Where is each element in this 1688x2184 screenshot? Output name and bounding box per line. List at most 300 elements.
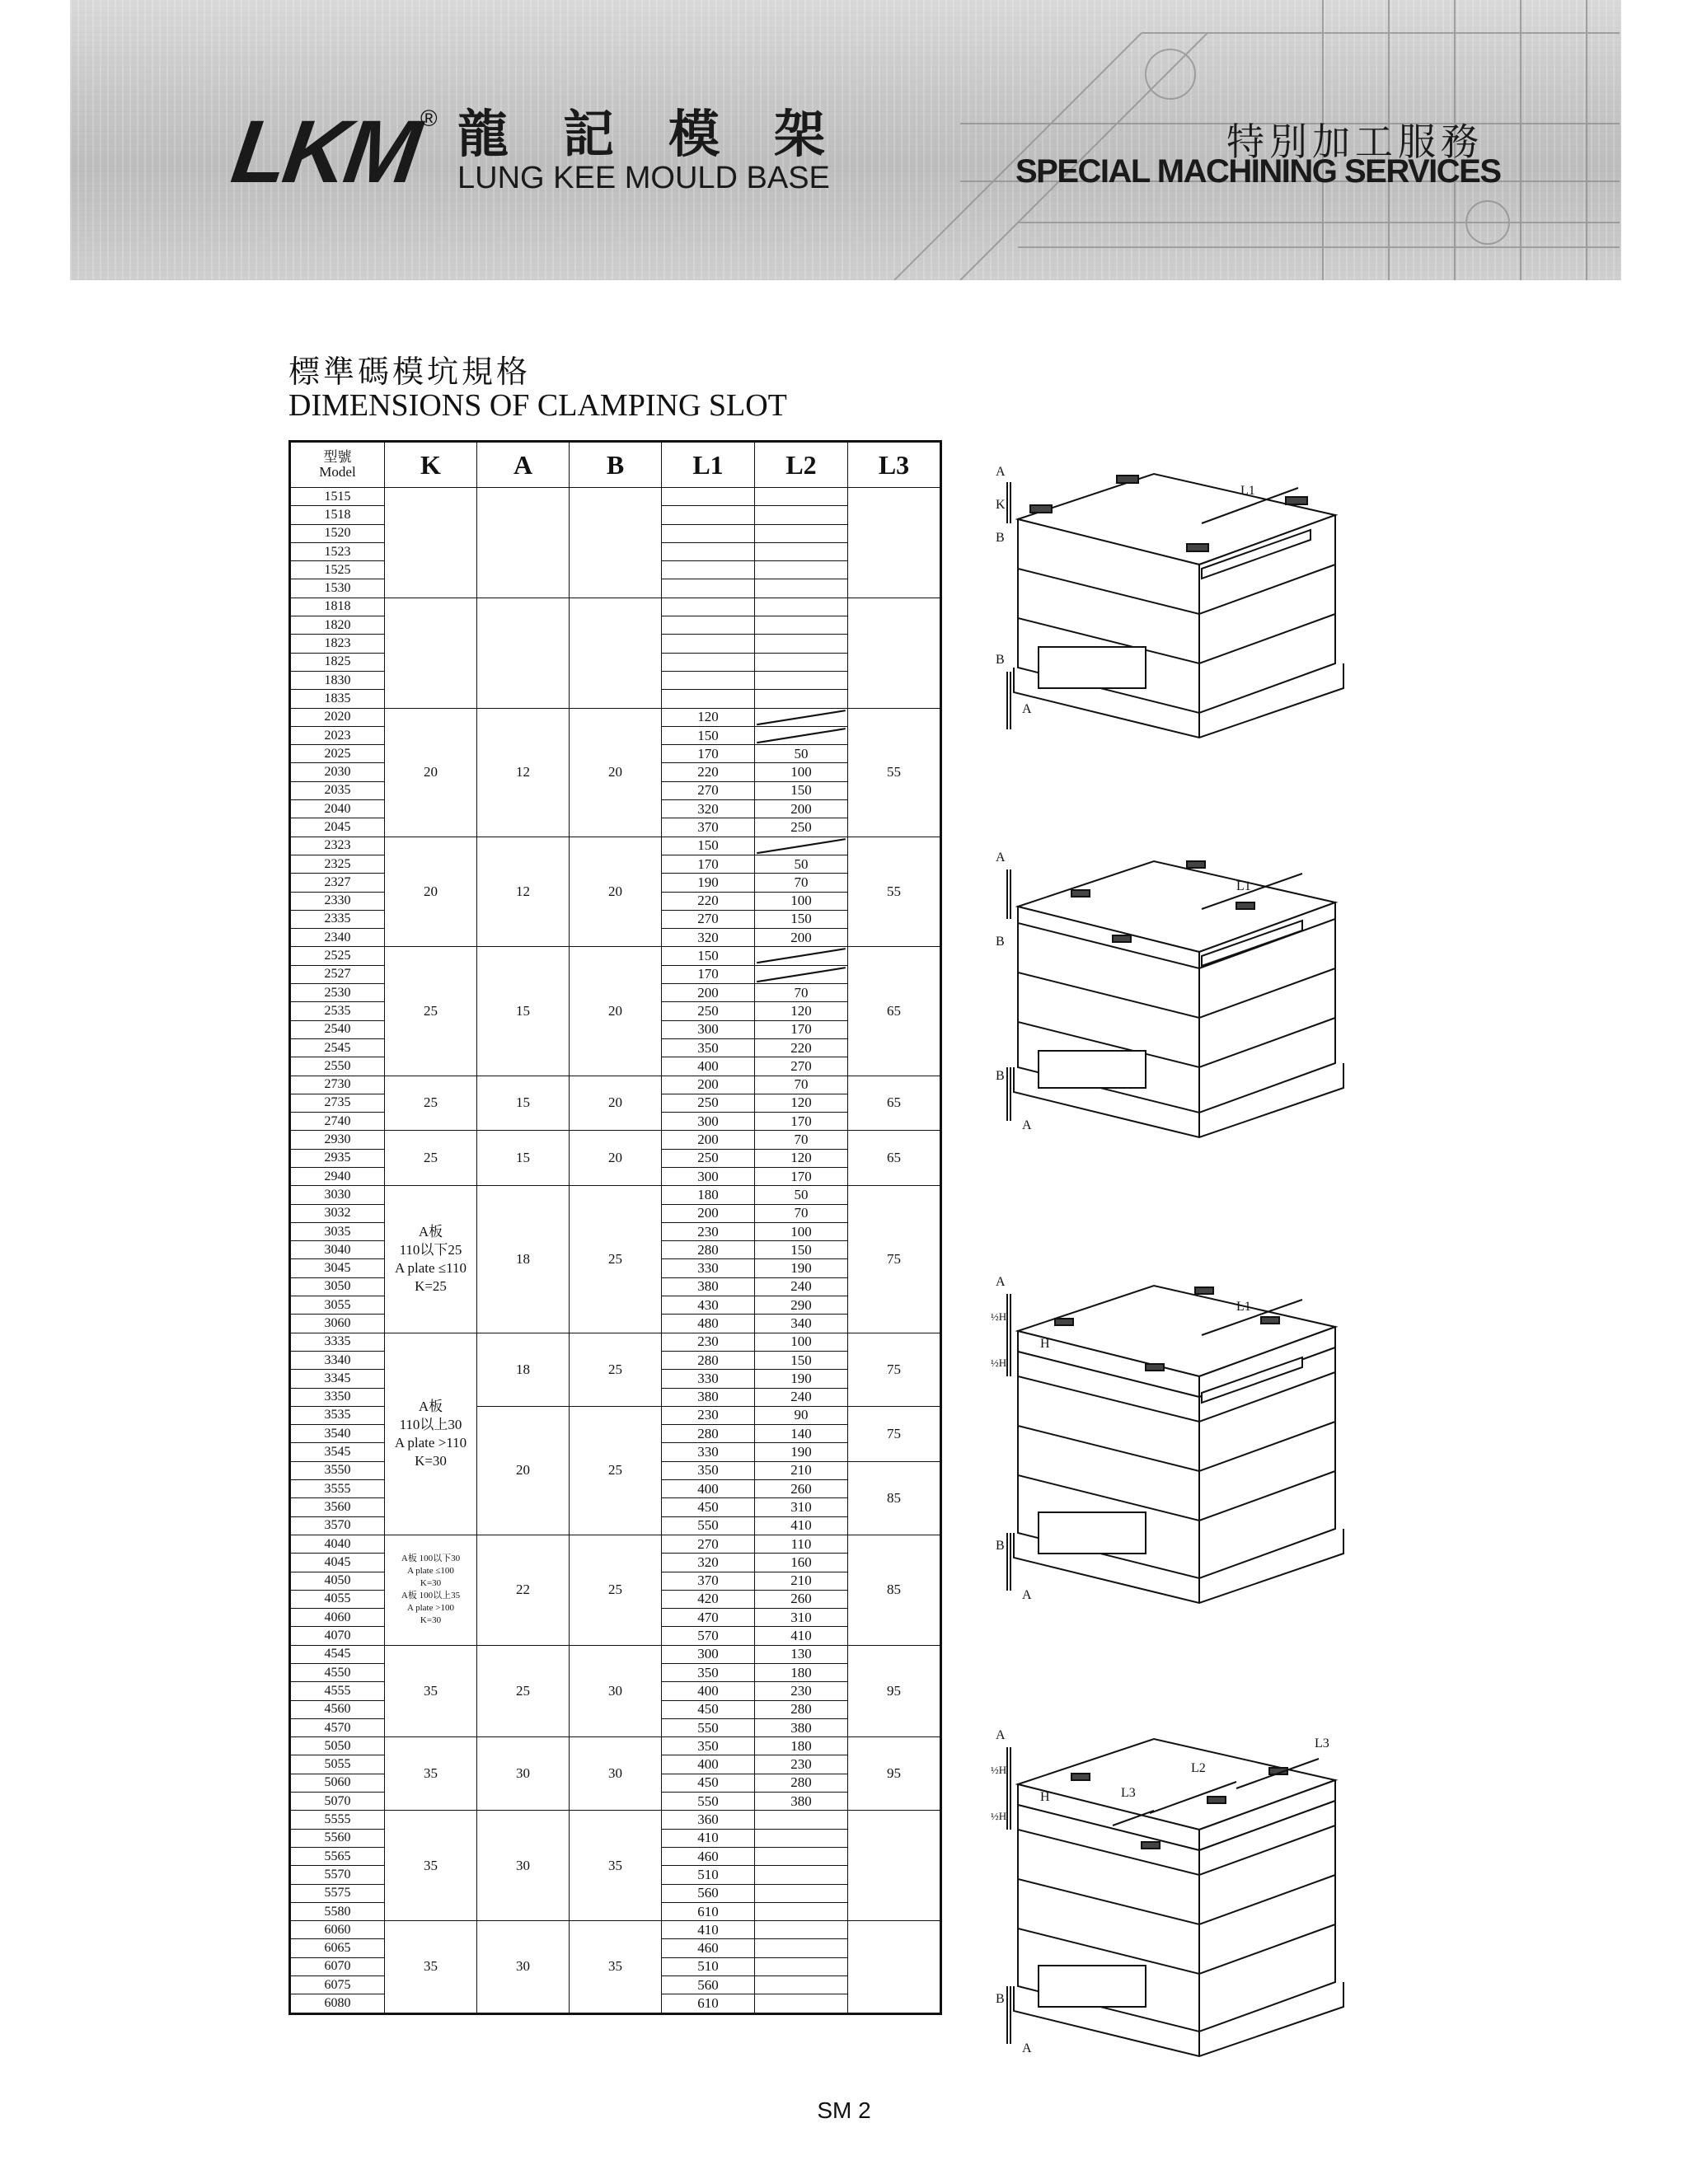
l2-cell: 170 bbox=[755, 1020, 848, 1038]
l2-cell: 310 bbox=[755, 1498, 848, 1516]
k-cell-line: A plate ≤100 bbox=[407, 1566, 454, 1577]
not-applicable-mark bbox=[755, 837, 847, 855]
model-cell: 2735 bbox=[290, 1094, 385, 1112]
l2-cell: 220 bbox=[755, 1038, 848, 1057]
l2-cell bbox=[755, 708, 848, 726]
l1-cell: 180 bbox=[662, 1186, 755, 1204]
l1-cell: 450 bbox=[662, 1774, 755, 1792]
l1-cell bbox=[662, 635, 755, 653]
model-cell: 1825 bbox=[290, 653, 385, 671]
model-cell: 5050 bbox=[290, 1737, 385, 1755]
l1-cell bbox=[662, 671, 755, 689]
model-cell: 2535 bbox=[290, 1002, 385, 1020]
model-cell: 1530 bbox=[290, 579, 385, 598]
l1-cell: 170 bbox=[662, 745, 755, 763]
k-cell: 25 bbox=[385, 1131, 477, 1186]
l2-cell: 240 bbox=[755, 1277, 848, 1296]
model-cell: 2020 bbox=[290, 708, 385, 726]
model-cell: 1515 bbox=[290, 488, 385, 506]
l2-cell: 230 bbox=[755, 1682, 848, 1700]
lkm-logo: LKM bbox=[226, 101, 424, 201]
diagram-1-label-a: A bbox=[996, 465, 1006, 479]
l1-cell: 150 bbox=[662, 837, 755, 855]
model-cell: 6065 bbox=[290, 1939, 385, 1957]
l2-cell: 100 bbox=[755, 763, 848, 781]
table-row bbox=[290, 837, 941, 855]
table-body bbox=[290, 488, 941, 2014]
header-model bbox=[290, 442, 385, 488]
k-cell: 20 bbox=[385, 708, 477, 837]
l2-cell: 70 bbox=[755, 1204, 848, 1222]
not-applicable-mark bbox=[755, 727, 847, 744]
k-cell-line: 110以下25 bbox=[399, 1241, 462, 1258]
l1-cell: 220 bbox=[662, 892, 755, 910]
table-row bbox=[290, 1645, 941, 1663]
model-cell: 3570 bbox=[290, 1516, 385, 1535]
k-cell bbox=[385, 598, 477, 708]
model-cell: 2030 bbox=[290, 763, 385, 781]
l2-cell: 50 bbox=[755, 1186, 848, 1204]
l1-cell: 280 bbox=[662, 1351, 755, 1369]
l2-cell: 70 bbox=[755, 984, 848, 1002]
l2-cell: 180 bbox=[755, 1737, 848, 1755]
l2-cell: 290 bbox=[755, 1296, 848, 1315]
l1-cell: 200 bbox=[662, 1131, 755, 1149]
not-applicable-mark bbox=[755, 966, 847, 983]
l2-cell bbox=[755, 524, 848, 542]
diagram-2-label-l1: L1 bbox=[1236, 879, 1251, 893]
l2-cell bbox=[755, 1811, 848, 1829]
model-cell: 5575 bbox=[290, 1884, 385, 1902]
table-row bbox=[290, 1131, 941, 1149]
l2-cell: 100 bbox=[755, 1222, 848, 1240]
l1-cell: 370 bbox=[662, 1572, 755, 1590]
l1-cell: 360 bbox=[662, 1811, 755, 1829]
l2-cell: 310 bbox=[755, 1609, 848, 1627]
diagram-1-label-k: K bbox=[996, 498, 1006, 512]
l2-cell: 50 bbox=[755, 855, 848, 873]
l1-cell: 450 bbox=[662, 1498, 755, 1516]
l1-cell: 550 bbox=[662, 1793, 755, 1811]
l2-cell: 170 bbox=[755, 1167, 848, 1185]
diagram-1-label-b2: B bbox=[996, 653, 1005, 667]
header-model-en: Model bbox=[319, 464, 356, 480]
model-cell: 2023 bbox=[290, 726, 385, 744]
model-cell: 2525 bbox=[290, 947, 385, 965]
diagram-4-label-l3: L3 bbox=[1121, 1786, 1136, 1800]
model-cell: 3545 bbox=[290, 1443, 385, 1461]
k-cell: 25 bbox=[385, 947, 477, 1076]
model-cell: 3040 bbox=[290, 1241, 385, 1259]
l1-cell: 250 bbox=[662, 1002, 755, 1020]
l3-cell: 55 bbox=[848, 837, 941, 947]
l2-cell bbox=[755, 579, 848, 598]
not-applicable-mark bbox=[755, 709, 847, 726]
l1-cell: 550 bbox=[662, 1516, 755, 1535]
model-cell: 4560 bbox=[290, 1700, 385, 1718]
registered-mark: ® bbox=[420, 105, 438, 131]
k-cell-line: A板 100以下30 bbox=[401, 1554, 461, 1564]
l1-cell: 430 bbox=[662, 1296, 755, 1315]
model-cell: 3045 bbox=[290, 1259, 385, 1277]
k-cell bbox=[385, 1333, 477, 1535]
l1-cell: 270 bbox=[662, 1535, 755, 1553]
a-cell: 15 bbox=[477, 1076, 570, 1131]
model-cell: 5070 bbox=[290, 1793, 385, 1811]
mould-diagram-3 bbox=[989, 1269, 1368, 1615]
l2-cell: 100 bbox=[755, 892, 848, 910]
table-row bbox=[290, 1186, 941, 1204]
company-name-chinese: 龍記模架 bbox=[457, 104, 880, 164]
l1-cell: 270 bbox=[662, 781, 755, 799]
l1-cell: 350 bbox=[662, 1038, 755, 1057]
model-cell: 1830 bbox=[290, 671, 385, 689]
model-cell: 3340 bbox=[290, 1351, 385, 1369]
l1-cell: 570 bbox=[662, 1627, 755, 1645]
l2-cell: 70 bbox=[755, 874, 848, 892]
model-cell: 3032 bbox=[290, 1204, 385, 1222]
l1-cell: 350 bbox=[662, 1461, 755, 1479]
model-cell: 4555 bbox=[290, 1682, 385, 1700]
diagram-4-label-a2: A bbox=[1022, 2041, 1032, 2055]
a-cell: 12 bbox=[477, 837, 570, 947]
a-cell: 30 bbox=[477, 1921, 570, 2013]
l1-cell bbox=[662, 616, 755, 635]
l2-cell: 120 bbox=[755, 1002, 848, 1020]
table-row bbox=[290, 1076, 941, 1094]
b-cell bbox=[570, 598, 662, 708]
l2-cell bbox=[755, 561, 848, 579]
diagram-4-label-half-h: ½H bbox=[991, 1764, 1007, 1776]
l1-cell bbox=[662, 690, 755, 708]
model-cell: 5570 bbox=[290, 1866, 385, 1884]
l1-cell: 330 bbox=[662, 1443, 755, 1461]
b-cell: 20 bbox=[570, 708, 662, 837]
l1-cell bbox=[662, 579, 755, 598]
l3-cell bbox=[848, 1921, 941, 2013]
k-cell: 20 bbox=[385, 837, 477, 947]
model-cell: 2330 bbox=[290, 892, 385, 910]
l1-cell: 550 bbox=[662, 1718, 755, 1736]
company-name-english: LUNG KEE MOULD BASE bbox=[457, 161, 830, 195]
model-cell: 3540 bbox=[290, 1425, 385, 1443]
l2-cell bbox=[755, 1921, 848, 1939]
l2-cell: 150 bbox=[755, 781, 848, 799]
b-cell: 35 bbox=[570, 1811, 662, 1921]
model-cell: 2327 bbox=[290, 874, 385, 892]
a-cell: 30 bbox=[477, 1737, 570, 1811]
l1-cell: 460 bbox=[662, 1939, 755, 1957]
l1-cell: 350 bbox=[662, 1664, 755, 1682]
model-cell: 2325 bbox=[290, 855, 385, 873]
model-cell: 1520 bbox=[290, 524, 385, 542]
l1-cell: 270 bbox=[662, 910, 755, 928]
header-k: K bbox=[385, 442, 477, 488]
header-a: A bbox=[477, 442, 570, 488]
diagram-1-label-a2: A bbox=[1022, 702, 1032, 716]
model-cell: 3550 bbox=[290, 1461, 385, 1479]
l2-cell: 150 bbox=[755, 910, 848, 928]
l3-cell: 65 bbox=[848, 947, 941, 1076]
table-header-row bbox=[290, 442, 941, 488]
l3-cell: 95 bbox=[848, 1737, 941, 1811]
l1-cell: 200 bbox=[662, 1204, 755, 1222]
l1-cell bbox=[662, 561, 755, 579]
table-row bbox=[290, 708, 941, 726]
header-l2: L2 bbox=[755, 442, 848, 488]
l1-cell: 230 bbox=[662, 1333, 755, 1351]
l1-cell: 150 bbox=[662, 726, 755, 744]
b-cell: 25 bbox=[570, 1406, 662, 1535]
b-cell: 20 bbox=[570, 1076, 662, 1131]
k-cell-line: A plate ≤110 bbox=[394, 1259, 467, 1276]
model-cell: 2527 bbox=[290, 965, 385, 983]
model-cell: 5060 bbox=[290, 1774, 385, 1792]
model-cell: 2530 bbox=[290, 984, 385, 1002]
l2-cell bbox=[755, 488, 848, 506]
model-cell: 1523 bbox=[290, 542, 385, 560]
l1-cell: 150 bbox=[662, 947, 755, 965]
model-cell: 3560 bbox=[290, 1498, 385, 1516]
l2-cell: 50 bbox=[755, 745, 848, 763]
l1-cell: 370 bbox=[662, 818, 755, 837]
l1-cell: 250 bbox=[662, 1149, 755, 1167]
l2-cell bbox=[755, 947, 848, 965]
l2-cell bbox=[755, 635, 848, 653]
diagram-4-label-l3b: L3 bbox=[1315, 1736, 1329, 1750]
l1-cell: 510 bbox=[662, 1957, 755, 1975]
header-l3: L3 bbox=[848, 442, 941, 488]
l1-cell: 470 bbox=[662, 1609, 755, 1627]
b-cell: 25 bbox=[570, 1333, 662, 1406]
l1-cell: 380 bbox=[662, 1277, 755, 1296]
l2-cell: 230 bbox=[755, 1755, 848, 1774]
model-cell: 2930 bbox=[290, 1131, 385, 1149]
l2-cell: 130 bbox=[755, 1645, 848, 1663]
l2-cell bbox=[755, 506, 848, 524]
mould-diagram-4 bbox=[989, 1722, 1368, 2069]
table-row bbox=[290, 947, 941, 965]
l2-cell: 380 bbox=[755, 1793, 848, 1811]
l2-cell bbox=[755, 1866, 848, 1884]
a-cell bbox=[477, 598, 570, 708]
model-cell: 2040 bbox=[290, 800, 385, 818]
model-cell: 4550 bbox=[290, 1664, 385, 1682]
l1-cell: 320 bbox=[662, 1554, 755, 1572]
l1-cell: 610 bbox=[662, 1994, 755, 2013]
l1-cell: 300 bbox=[662, 1020, 755, 1038]
diagram-4-label-half-h2: ½H bbox=[991, 1810, 1007, 1822]
l3-cell: 85 bbox=[848, 1461, 941, 1535]
l2-cell: 150 bbox=[755, 1351, 848, 1369]
model-cell: 6060 bbox=[290, 1921, 385, 1939]
l1-cell: 170 bbox=[662, 965, 755, 983]
a-cell: 18 bbox=[477, 1333, 570, 1406]
mould-diagram-1 bbox=[989, 457, 1368, 746]
a-cell: 12 bbox=[477, 708, 570, 837]
l2-cell bbox=[755, 1847, 848, 1865]
l2-cell bbox=[755, 1939, 848, 1957]
l2-cell: 270 bbox=[755, 1057, 848, 1076]
model-cell: 2025 bbox=[290, 745, 385, 763]
l2-cell bbox=[755, 598, 848, 616]
model-cell: 4050 bbox=[290, 1572, 385, 1590]
model-cell: 6075 bbox=[290, 1976, 385, 1994]
l2-cell: 190 bbox=[755, 1443, 848, 1461]
l1-cell: 400 bbox=[662, 1057, 755, 1076]
model-cell: 3055 bbox=[290, 1296, 385, 1315]
diagram-3-label-h: H bbox=[1040, 1337, 1050, 1351]
l2-cell: 410 bbox=[755, 1627, 848, 1645]
l2-cell bbox=[755, 1884, 848, 1902]
l1-cell bbox=[662, 488, 755, 506]
section-title-chinese: 標準碼模坑規格 bbox=[288, 354, 532, 390]
l2-cell: 160 bbox=[755, 1554, 848, 1572]
l2-cell: 200 bbox=[755, 800, 848, 818]
diagram-4-label-h: H bbox=[1040, 1790, 1050, 1804]
k-cell-line: K=25 bbox=[415, 1277, 447, 1294]
page-number: SM 2 bbox=[817, 2097, 871, 2123]
l1-cell: 230 bbox=[662, 1222, 755, 1240]
l1-cell: 350 bbox=[662, 1737, 755, 1755]
l1-cell: 280 bbox=[662, 1241, 755, 1259]
l1-cell: 200 bbox=[662, 984, 755, 1002]
diagram-3-label-half-h2: ½H bbox=[991, 1357, 1007, 1369]
model-cell: 3345 bbox=[290, 1370, 385, 1388]
l1-cell: 610 bbox=[662, 1902, 755, 1920]
l1-cell: 330 bbox=[662, 1259, 755, 1277]
l2-cell: 120 bbox=[755, 1149, 848, 1167]
diagram-1-label-b: B bbox=[996, 531, 1005, 545]
diagram-2-label-a: A bbox=[996, 851, 1006, 865]
b-cell: 20 bbox=[570, 1131, 662, 1186]
l1-cell: 480 bbox=[662, 1315, 755, 1333]
l2-cell bbox=[755, 1994, 848, 2013]
table-row bbox=[290, 1921, 941, 1939]
k-cell: 35 bbox=[385, 1737, 477, 1811]
diagram-3-label-a: A bbox=[996, 1275, 1006, 1289]
header-model-cn: 型號 bbox=[323, 449, 352, 465]
l2-cell bbox=[755, 965, 848, 983]
l1-cell: 230 bbox=[662, 1406, 755, 1424]
b-cell: 20 bbox=[570, 947, 662, 1076]
l1-cell: 300 bbox=[662, 1113, 755, 1131]
model-cell: 1823 bbox=[290, 635, 385, 653]
table-row bbox=[290, 1811, 941, 1829]
k-cell-line: K=30 bbox=[420, 1615, 442, 1626]
l1-cell: 170 bbox=[662, 855, 755, 873]
model-cell: 2730 bbox=[290, 1076, 385, 1094]
l2-cell bbox=[755, 690, 848, 708]
diagram-2-label-b2: B bbox=[996, 1069, 1005, 1083]
b-cell: 25 bbox=[570, 1186, 662, 1333]
diagram-3-label-half-h: ½H bbox=[991, 1310, 1007, 1323]
k-cell-line: K=30 bbox=[420, 1578, 442, 1589]
l2-cell bbox=[755, 726, 848, 744]
model-cell: 3535 bbox=[290, 1406, 385, 1424]
model-cell: 4055 bbox=[290, 1590, 385, 1608]
model-cell: 2035 bbox=[290, 781, 385, 799]
l2-cell: 90 bbox=[755, 1406, 848, 1424]
model-cell: 2740 bbox=[290, 1113, 385, 1131]
b-cell: 35 bbox=[570, 1921, 662, 2013]
model-cell: 4070 bbox=[290, 1627, 385, 1645]
model-cell: 1835 bbox=[290, 690, 385, 708]
table-row bbox=[290, 488, 941, 506]
l2-cell bbox=[755, 542, 848, 560]
k-cell: 35 bbox=[385, 1811, 477, 1921]
l1-cell: 510 bbox=[662, 1866, 755, 1884]
a-cell: 30 bbox=[477, 1811, 570, 1921]
section-title-english: DIMENSIONS OF CLAMPING SLOT bbox=[288, 388, 787, 423]
l2-cell: 340 bbox=[755, 1315, 848, 1333]
table-row bbox=[290, 1333, 941, 1351]
l1-cell: 400 bbox=[662, 1682, 755, 1700]
l2-cell: 240 bbox=[755, 1388, 848, 1406]
model-cell: 1518 bbox=[290, 506, 385, 524]
l3-cell: 75 bbox=[848, 1333, 941, 1406]
l2-cell bbox=[755, 1902, 848, 1920]
l2-cell: 100 bbox=[755, 1333, 848, 1351]
header-l1: L1 bbox=[662, 442, 755, 488]
l3-cell: 75 bbox=[848, 1186, 941, 1333]
l1-cell: 400 bbox=[662, 1755, 755, 1774]
model-cell: 4545 bbox=[290, 1645, 385, 1663]
model-cell: 6070 bbox=[290, 1957, 385, 1975]
model-cell: 2335 bbox=[290, 910, 385, 928]
diagram-3-label-l1: L1 bbox=[1236, 1300, 1251, 1314]
k-cell-line: A plate >110 bbox=[394, 1434, 467, 1451]
l2-cell bbox=[755, 616, 848, 635]
l2-cell: 110 bbox=[755, 1535, 848, 1553]
l1-cell bbox=[662, 524, 755, 542]
l2-cell: 250 bbox=[755, 818, 848, 837]
l1-cell bbox=[662, 598, 755, 616]
l2-cell: 190 bbox=[755, 1370, 848, 1388]
l2-cell: 170 bbox=[755, 1113, 848, 1131]
model-cell: 5565 bbox=[290, 1847, 385, 1865]
l1-cell: 320 bbox=[662, 929, 755, 947]
model-cell: 2550 bbox=[290, 1057, 385, 1076]
model-cell: 6080 bbox=[290, 1994, 385, 2013]
l1-cell: 330 bbox=[662, 1370, 755, 1388]
l1-cell: 380 bbox=[662, 1388, 755, 1406]
l1-cell: 420 bbox=[662, 1590, 755, 1608]
model-cell: 2045 bbox=[290, 818, 385, 837]
k-cell-line: K=30 bbox=[415, 1452, 447, 1469]
model-cell: 1525 bbox=[290, 561, 385, 579]
l3-cell: 65 bbox=[848, 1131, 941, 1186]
k-cell: 25 bbox=[385, 1076, 477, 1131]
l1-cell: 250 bbox=[662, 1094, 755, 1112]
not-applicable-mark bbox=[755, 947, 847, 964]
a-cell: 20 bbox=[477, 1406, 570, 1535]
k-cell-line: A板 bbox=[418, 1223, 443, 1240]
l2-cell: 70 bbox=[755, 1076, 848, 1094]
l1-cell: 300 bbox=[662, 1167, 755, 1185]
l2-cell: 380 bbox=[755, 1718, 848, 1736]
k-cell-line: 110以上30 bbox=[399, 1416, 462, 1432]
l2-cell bbox=[755, 653, 848, 671]
l2-cell: 70 bbox=[755, 1131, 848, 1149]
model-cell: 2323 bbox=[290, 837, 385, 855]
l3-cell bbox=[848, 488, 941, 598]
l2-cell bbox=[755, 837, 848, 855]
model-cell: 1818 bbox=[290, 598, 385, 616]
l3-cell bbox=[848, 1811, 941, 1921]
b-cell: 30 bbox=[570, 1737, 662, 1811]
model-cell: 4040 bbox=[290, 1535, 385, 1553]
